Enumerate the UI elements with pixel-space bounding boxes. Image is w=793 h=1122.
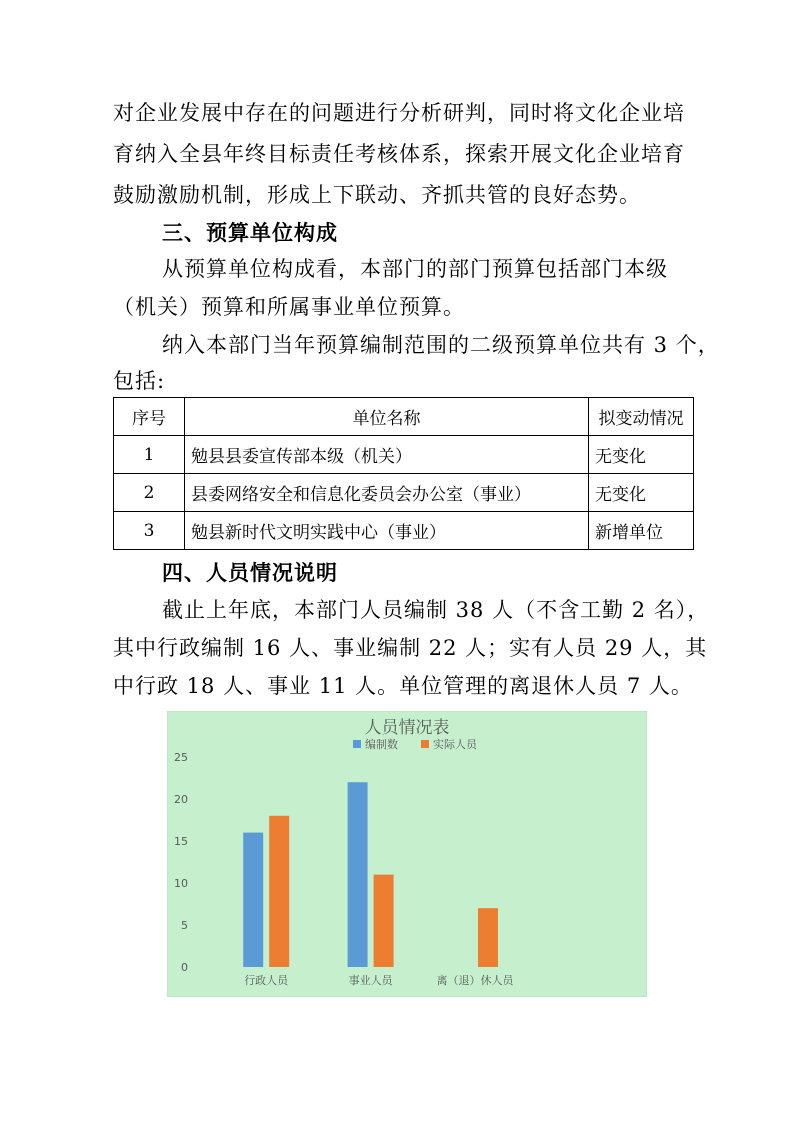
cell-no: 2 <box>114 474 185 512</box>
col-header-no: 序号 <box>114 398 185 436</box>
body-text-line: 鼓励激励机制，形成上下联动、齐抓共管的良好态势。 <box>113 183 641 207</box>
body-text-line: 育纳入全县年终目标责任考核体系，探索开展文化企业培育 <box>113 142 685 166</box>
x-tick-label: 行政人员 <box>244 974 289 987</box>
body-text-line: 其中行政编制 16 人、事业编制 22 人；实有人员 29 人，其 <box>113 636 708 660</box>
y-tick-label: 0 <box>181 961 188 974</box>
chart-background <box>167 711 647 997</box>
col-header-status: 拟变动情况 <box>589 398 694 436</box>
cell-no: 1 <box>114 436 185 474</box>
bar <box>348 782 368 967</box>
legend-swatch <box>353 740 361 748</box>
bar <box>243 833 263 967</box>
cell-status: 无变化 <box>589 436 694 474</box>
y-tick-label: 25 <box>174 751 188 764</box>
y-tick-label: 20 <box>174 793 188 806</box>
cell-name: 县委网络安全和信息化委员会办公室（事业） <box>185 474 589 512</box>
y-tick-label: 15 <box>174 835 188 848</box>
cell-status: 无变化 <box>589 474 694 512</box>
chart-title: 人员情况表 <box>364 718 450 738</box>
body-text-line: （机关）预算和所属事业单位预算。 <box>113 295 465 319</box>
body-text-line: 包括: <box>113 369 166 393</box>
legend-swatch <box>421 740 429 748</box>
cell-status: 新增单位 <box>589 512 694 550</box>
cell-name: 勉县新时代文明实践中心（事业） <box>185 512 589 550</box>
body-text-line: 中行政 18 人、事业 11 人。单位管理的离退休人员 7 人。 <box>113 674 693 698</box>
bar <box>478 908 498 967</box>
bar <box>269 816 289 967</box>
y-tick-label: 5 <box>181 919 188 932</box>
x-tick-label: 离（退）休人员 <box>436 974 514 987</box>
cell-no: 3 <box>114 512 185 550</box>
y-tick-label: 10 <box>174 877 188 890</box>
col-header-name: 单位名称 <box>185 398 589 436</box>
section-heading-3: 三、预算单位构成 <box>162 221 338 245</box>
budget-units-table <box>113 397 694 550</box>
x-tick-label: 事业人员 <box>348 974 393 987</box>
legend-label: 实际人员 <box>433 738 477 751</box>
table-row <box>114 512 694 550</box>
legend-label: 编制数 <box>365 738 398 751</box>
chart-x-axis <box>244 973 514 987</box>
body-text-line: 截止上年底，本部门人员编制 38 人（不含工勤 2 名）， <box>162 598 710 622</box>
body-text-line: 纳入本部门当年预算编制范围的二级预算单位共有 3 个， <box>162 333 720 357</box>
section-heading-4: 四、人员情况说明 <box>162 561 338 585</box>
body-text-line: 对企业发展中存在的问题进行分析研判，同时将文化企业培 <box>113 101 685 125</box>
table-row <box>114 474 694 512</box>
body-text-line: 从预算单位构成看，本部门的部门预算包括部门本级 <box>162 257 668 281</box>
cell-name: 勉县县委宣传部本级（机关） <box>185 436 589 474</box>
table-header-row <box>114 398 694 436</box>
staff-chart <box>167 711 647 997</box>
bar <box>374 875 394 967</box>
table-row <box>114 436 694 474</box>
